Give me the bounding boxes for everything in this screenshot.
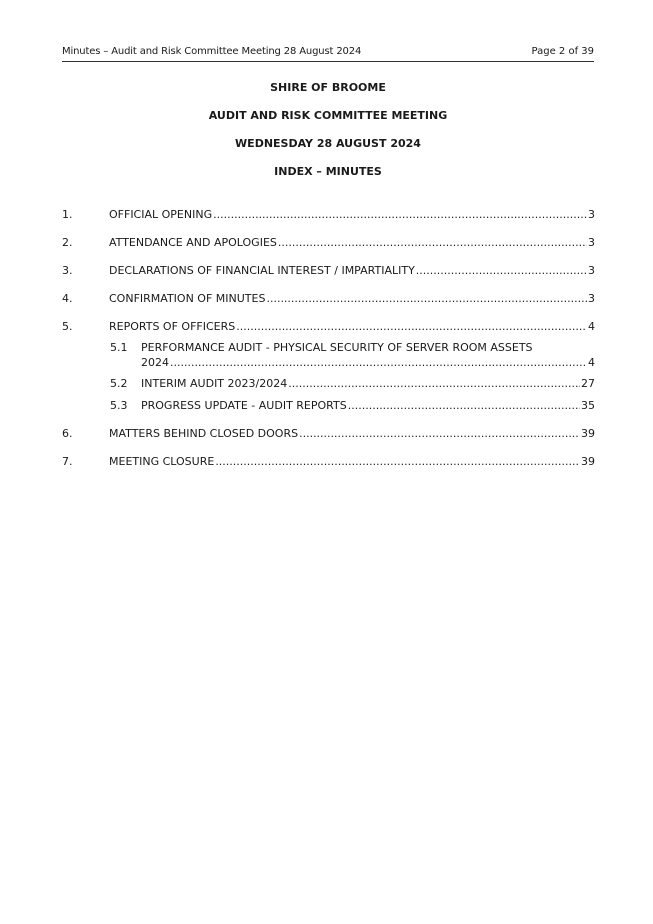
toc-number: 1. — [62, 208, 73, 221]
toc-leader-dots — [215, 455, 580, 469]
meeting-date: WEDNESDAY 28 AUGUST 2024 — [235, 137, 421, 150]
toc-entry-4[interactable] — [62, 292, 595, 306]
toc-number: 5. — [62, 320, 73, 333]
toc-label: DECLARATIONS OF FINANCIAL INTEREST / IMPARTIALITY — [109, 264, 415, 277]
toc-page-number: 39 — [581, 427, 595, 440]
meeting-title: AUDIT AND RISK COMMITTEE MEETING — [208, 109, 448, 122]
toc-leader-dots — [236, 320, 587, 334]
toc-page-number: 3 — [588, 292, 595, 305]
toc-page-number: 35 — [581, 399, 595, 412]
toc-entry-6[interactable] — [62, 427, 595, 441]
toc-label: MEETING CLOSURE — [109, 455, 215, 468]
toc-leader-dots — [348, 399, 580, 413]
organisation-title: SHIRE OF BROOME — [270, 81, 386, 94]
toc-label: INTERIM AUDIT 2023/2024 — [141, 377, 288, 390]
toc-subentry-5-2[interactable] — [62, 377, 595, 391]
toc-entry-5[interactable] — [62, 320, 595, 334]
toc-label-continued: 2024 — [141, 356, 169, 369]
page-header — [62, 45, 594, 62]
toc-entry-7[interactable] — [62, 455, 595, 469]
toc-page-number: 3 — [588, 236, 595, 249]
toc-subentry-5-3[interactable] — [62, 399, 595, 413]
toc-leader-dots — [288, 377, 580, 391]
header-page-number: Page 2 of 39 — [531, 46, 594, 57]
toc-leader-dots — [416, 264, 587, 278]
toc-subentry-5-1[interactable] — [62, 341, 595, 371]
toc-number: 7. — [62, 455, 73, 468]
toc-sub-number: 5.1 — [110, 341, 128, 354]
toc-label: OFFICIAL OPENING — [109, 208, 213, 221]
toc-entry-1[interactable] — [62, 208, 595, 222]
toc-label: ATTENDANCE AND APOLOGIES — [109, 236, 277, 249]
toc-leader-dots — [213, 208, 587, 222]
toc-label: PROGRESS UPDATE - AUDIT REPORTS — [141, 399, 347, 412]
toc-number: 4. — [62, 292, 73, 305]
toc-entry-2[interactable] — [62, 236, 595, 250]
toc-label: REPORTS OF OFFICERS — [109, 320, 236, 333]
toc-page-number: 3 — [588, 264, 595, 277]
toc-number: 3. — [62, 264, 73, 277]
toc-number: 2. — [62, 236, 73, 249]
toc-page-number: 4 — [588, 320, 595, 333]
toc-label: CONFIRMATION OF MINUTES — [109, 292, 266, 305]
index-title: INDEX – MINUTES — [274, 165, 382, 178]
toc-leader-dots — [170, 356, 587, 370]
toc-label: MATTERS BEHIND CLOSED DOORS — [109, 427, 299, 440]
toc-label: PERFORMANCE AUDIT - PHYSICAL SECURITY OF SERVER ROOM ASSETS — [141, 341, 533, 354]
toc-sub-number: 5.2 — [110, 377, 128, 390]
toc-page-number: 39 — [581, 455, 595, 468]
toc-page-number: 27 — [581, 377, 595, 390]
toc-leader-dots — [278, 236, 587, 250]
toc-leader-dots — [299, 427, 580, 441]
toc-page-number: 3 — [588, 208, 595, 221]
toc-page-number: 4 — [588, 356, 595, 369]
toc-entry-3[interactable] — [62, 264, 595, 278]
header-document-title: Minutes – Audit and Risk Committee Meeting 28 August 2024 — [62, 46, 362, 57]
toc-sub-number: 5.3 — [110, 399, 128, 412]
toc-leader-dots — [266, 292, 587, 306]
toc-number: 6. — [62, 427, 73, 440]
